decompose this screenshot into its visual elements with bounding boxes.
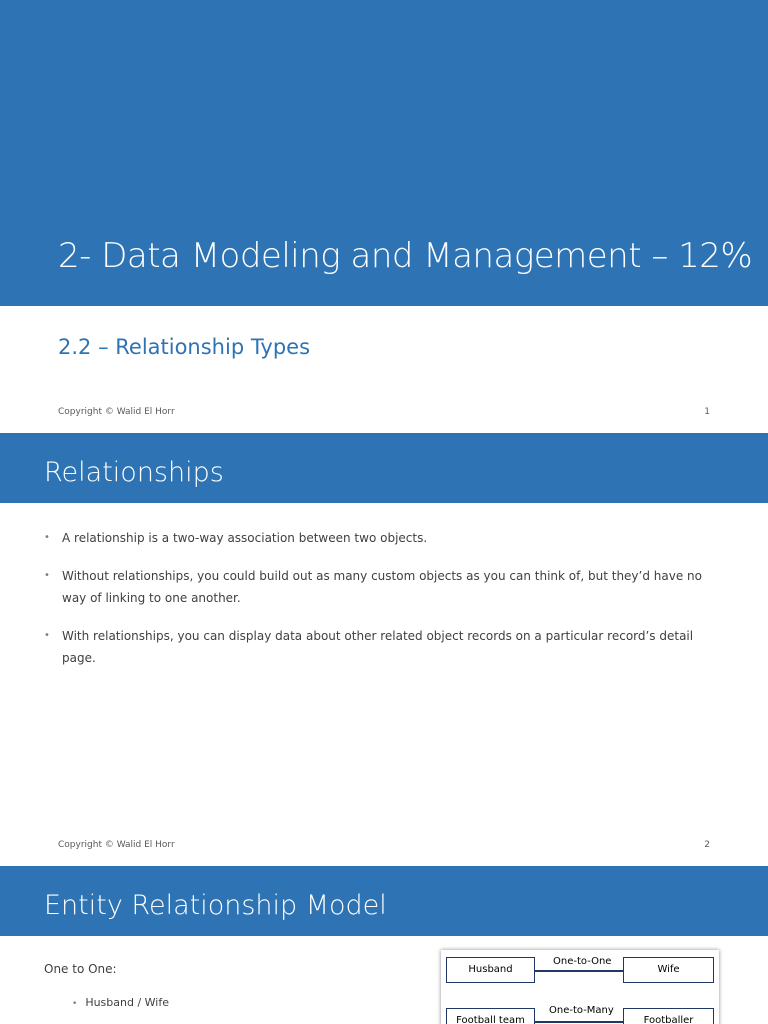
relationship-label: One-to-Many xyxy=(549,1005,614,1016)
bullet-item xyxy=(44,625,714,669)
entity-footballer: Footballer xyxy=(623,1008,714,1024)
section-heading: One to One: xyxy=(44,962,117,976)
bullet-text: A relationship is a two-way association between two objects. xyxy=(62,531,428,545)
bullet-item xyxy=(44,527,714,549)
copyright-footer: Copyright © Walid El Horr xyxy=(58,840,175,850)
slide-title: 2- Data Modeling and Management – 12% xyxy=(58,236,753,276)
bullet-text: With relationships, you can display data about other related object records on a particular record’s detail page. xyxy=(62,629,694,665)
bullet-dot-icon: • xyxy=(44,532,50,543)
entity-husband: Husband xyxy=(446,957,535,983)
slide-title: Relationships xyxy=(44,457,224,488)
sub-bullet-text: Husband / Wife xyxy=(85,996,169,1009)
page-number: 1 xyxy=(704,407,710,417)
relationship-line xyxy=(535,970,623,972)
slide-3 xyxy=(0,866,768,1024)
slide-subtitle: 2.2 – Relationship Types xyxy=(58,335,311,359)
relationship-label: One-to-One xyxy=(553,956,612,967)
bullet-dot-icon: • xyxy=(72,999,78,1009)
sub-bullet xyxy=(72,996,169,1009)
er-diagram xyxy=(441,950,719,1024)
bullet-item xyxy=(44,565,714,609)
bullet-list xyxy=(44,527,714,685)
bullet-text: Without relationships, you could build out as many custom objects as you can think of, but they’d have no way of linking to one another. xyxy=(62,569,702,605)
slide-1 xyxy=(0,0,768,433)
slide-title: Entity Relationship Model xyxy=(44,890,387,921)
entity-wife: Wife xyxy=(623,957,714,983)
slide-2 xyxy=(0,433,768,866)
page-number: 2 xyxy=(704,840,710,850)
relationship-line xyxy=(535,1021,623,1023)
entity-football-team: Football team xyxy=(446,1008,535,1024)
bullet-dot-icon: • xyxy=(44,630,50,641)
bullet-dot-icon: • xyxy=(44,570,50,581)
copyright-footer: Copyright © Walid El Horr xyxy=(58,407,175,417)
